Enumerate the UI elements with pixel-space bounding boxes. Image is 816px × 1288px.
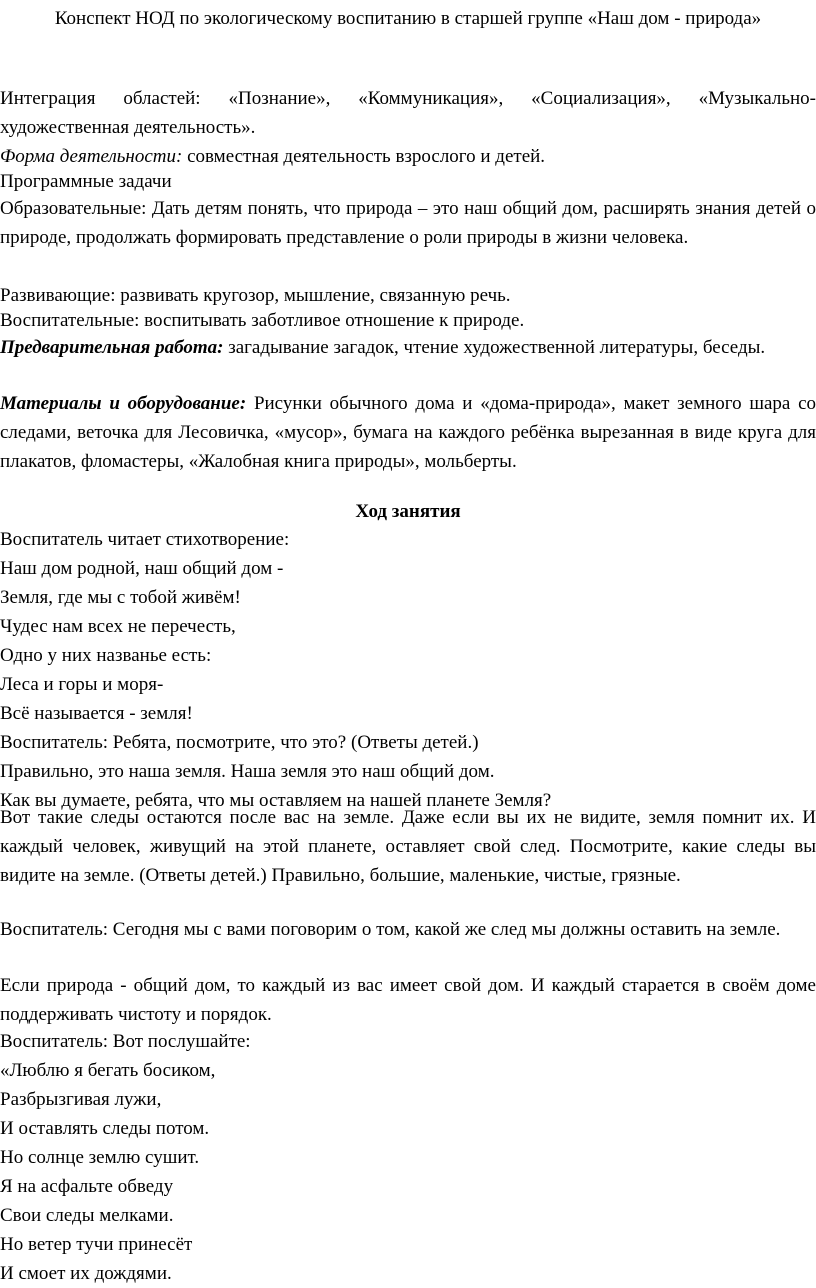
poem-line: Чудес нам всех не перечесть, xyxy=(0,616,236,637)
text-line: Воспитатель: Вот послушайте: xyxy=(0,1031,251,1052)
integration-paragraph: Интеграция областей: «Познание», «Коммуникация», «Социализация», «Музыкально-художественная деятельность». xyxy=(0,88,816,138)
form-label: Форма деятельности: xyxy=(0,146,183,167)
lines-block-a xyxy=(0,525,816,815)
text-line: Воспитатель: Ребята, посмотрите, что это? (Ответы детей.) xyxy=(0,732,479,753)
poem-line: Но солнце землю сушит. xyxy=(0,1147,200,1168)
today-paragraph: Воспитатель: Сегодня мы с вами поговорим о том, какой же след мы должны оставить на земле. xyxy=(0,919,781,940)
poem-line: Разбрызгивая лужи, xyxy=(0,1089,162,1110)
upbringing-paragraph: Воспитательные: воспитывать заботливое отношение к природе. xyxy=(0,310,525,331)
preliminary-paragraph xyxy=(0,333,816,362)
materials-label: Материалы и оборудование: xyxy=(0,393,247,414)
form-text: совместная деятельность взрослого и детей. xyxy=(182,146,546,167)
materials-text: Рисунки обычного дома и «дома-природа», макет земного шара со следами, веточка для Лесовичка, «мусор», бумага на каждого ребёнка вырезанная в виде круга для плакатов, фломастеры, «Жалобная книга природы», мольберты. xyxy=(0,393,816,472)
course-heading: Ход занятия xyxy=(355,501,461,522)
document-title: Конспект НОД по экологическому воспитанию в старшей группе «Наш дом - природа» xyxy=(54,8,762,29)
developing-paragraph: Развивающие: развивать кругозор, мышление, связанную речь. xyxy=(0,285,511,306)
preliminary-label: Предварительная работа: xyxy=(0,337,224,358)
poem-line: Земля, где мы с тобой живём! xyxy=(0,587,241,608)
poem-line: Но ветер тучи принесёт xyxy=(0,1234,193,1255)
educational-paragraph: Образовательные: Дать детям понять, что природа – это наш общий дом, расширять знания детей о природе, продолжать формировать представление о роли природы в жизни человека. xyxy=(0,198,816,248)
poem-line: Наш дом родной, наш общий дом - xyxy=(0,558,284,579)
text-line: Как вы думаете, ребята, что мы оставляем на нашей планете Земля? xyxy=(0,790,552,811)
poem-line: Я на асфальте обведу xyxy=(0,1176,174,1197)
home-paragraph: Если природа - общий дом, то каждый из вас имеет свой дом. И каждый старается в своём доме поддерживать чистоту и порядок. xyxy=(0,975,816,1025)
poem-line: Всё называется - земля! xyxy=(0,703,193,724)
tasks-heading: Программные задачи xyxy=(0,171,172,192)
poem-line: И оставлять следы потом. xyxy=(0,1118,210,1139)
materials-paragraph xyxy=(0,389,816,476)
poem-line: Свои следы мелками. xyxy=(0,1205,174,1226)
poem-line: «Люблю я бегать босиком, xyxy=(0,1060,216,1081)
lines-block-b xyxy=(0,1027,816,1288)
poem-line: Леса и горы и моря- xyxy=(0,674,164,695)
traces-paragraph: Вот такие следы остаются после вас на земле. Даже если вы их не видите, земля помнит их. И каждый человек, живущий на этой планете, оставляет свой след. Посмотрите, какие следы вы видите на земле. (Ответы детей.) Правильно, большие, маленькие, чистые, грязные. xyxy=(0,807,816,886)
text-line: Воспитатель читает стихотворение: xyxy=(0,529,290,550)
poem-line: И смоет их дождями. xyxy=(0,1263,172,1284)
poem-line: Одно у них названье есть: xyxy=(0,645,212,666)
text-line: Правильно, это наша земля. Наша земля это наш общий дом. xyxy=(0,761,495,782)
preliminary-text: загадывание загадок, чтение художественной литературы, беседы. xyxy=(223,337,766,358)
